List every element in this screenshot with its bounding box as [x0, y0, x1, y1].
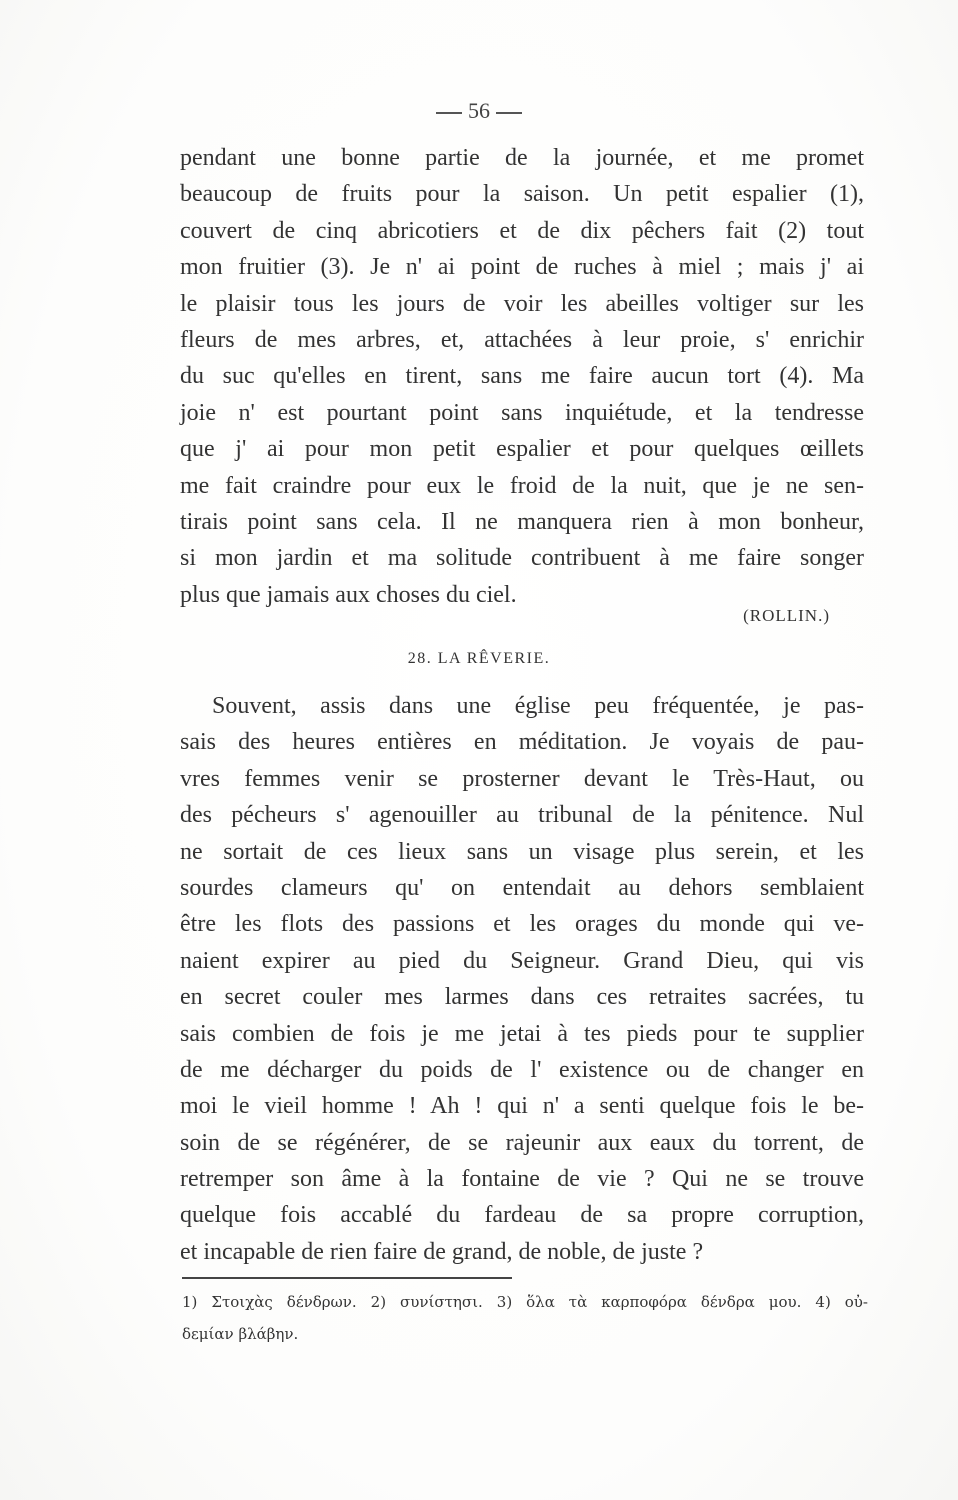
text-line: retremper son âme à la fontaine de vie ? Qui ne se trouve — [180, 1166, 864, 1193]
text-line: être les flots des passions et les orages du monde qui ve- — [180, 911, 864, 938]
header-dash-left — [436, 112, 462, 114]
page-number: 56 — [468, 98, 490, 123]
footnotes — [182, 1286, 868, 1350]
text-line: soin de se régénérer, de se rajeunir aux eaux du torrent, de — [180, 1129, 864, 1156]
text-line: quelque fois accablé du fardeau de sa propre corruption, — [180, 1202, 864, 1229]
text-line: sourdes clameurs qu' on entendait au dehors semblaient — [180, 874, 864, 901]
text-line: plus que jamais aux choses du ciel. — [180, 581, 517, 608]
footnote-line: 1) Στοιχὰς δένδρων. 2) συνίστησι. 3) ὅλα τὰ καρποφόρα δένδρα μου. 4) οὐ- — [182, 1293, 868, 1311]
text-line: des pécheurs s' agenouiller au tribunal de la pénitence. Nul — [180, 802, 864, 829]
text-line: mon fruitier (3). Je n' ai point de ruches à miel ; mais j' ai — [180, 254, 864, 281]
text-line: tirais point sans cela. Il ne manquera rien à mon bonheur, — [180, 508, 864, 535]
text-line: beaucoup de fruits pour la saison. Un petit espalier (1), — [180, 181, 864, 208]
text-line: et incapable de rien faire de grand, de noble, de juste ? — [180, 1238, 704, 1265]
text-line: me fait craindre pour eux le froid de la nuit, que je ne sen- — [180, 472, 864, 499]
footnote-divider — [182, 1277, 512, 1279]
text-line: ne sortait de ces lieux sans un visage plus serein, et les — [180, 838, 864, 865]
text-line: naient expirer au pied du Seigneur. Grand Dieu, qui vis — [180, 947, 864, 974]
text-line: pendant une bonne partie de la journée, et me promet — [180, 145, 864, 171]
text-line: couvert de cinq abricotiers et de dix pêchers fait (2) tout — [180, 217, 864, 244]
text-line: moi le vieil homme ! Ah ! qui n' a senti quelque fois le be- — [180, 1093, 864, 1120]
author-attribution: (ROLLIN.) — [743, 606, 830, 625]
paragraph-garden — [180, 140, 864, 613]
text-line: du suc qu'elles en tirent, sans me faire aucun tort (4). Ma — [180, 363, 864, 390]
text-line: que j' ai pour mon petit espalier et pour quelques œillets — [180, 436, 864, 463]
page-number-header — [0, 98, 958, 124]
text-line: fleurs de mes arbres, et, attachées à leur proie, s' enrichir — [180, 326, 864, 353]
text-line: en secret couler mes larmes dans ces retraites sacrées, tu — [180, 984, 864, 1011]
text-line: vres femmes venir se prosterner devant le Très-Haut, ou — [180, 765, 864, 792]
header-dash-right — [496, 112, 522, 114]
text-line: sais combien de fois je me jetai à tes pieds pour te supplier — [180, 1020, 864, 1047]
paragraph-reverie — [180, 688, 864, 1270]
text-line: Souvent, assis dans une église peu fréquentée, je pas- — [212, 693, 864, 719]
footnote-line: δεμίαν βλάβην. — [182, 1325, 299, 1343]
text-line: joie n' est pourtant point sans inquiétude, et la tendresse — [180, 399, 864, 426]
text-line: si mon jardin et ma solitude contribuent à me faire songer — [180, 545, 864, 572]
text-line: de me décharger du poids de l' existence ou de changer en — [180, 1056, 864, 1083]
text-line: sais des heures entières en méditation. Je voyais de pau- — [180, 729, 864, 756]
section-heading: 28. LA RÊVERIE. — [407, 650, 551, 667]
text-line: le plaisir tous les jours de voir les abeilles voltiger sur les — [180, 290, 864, 317]
